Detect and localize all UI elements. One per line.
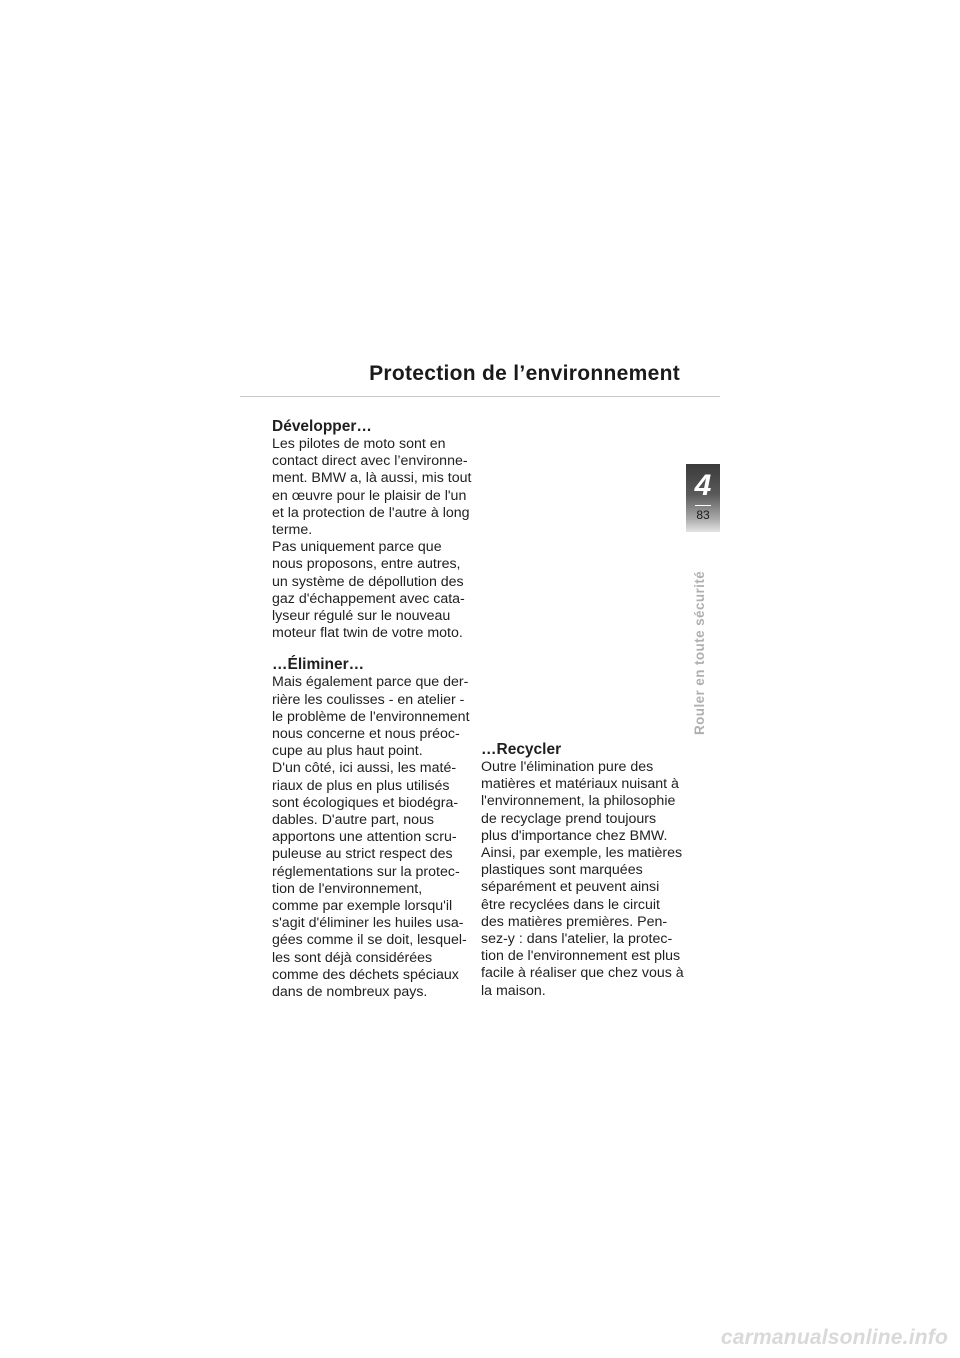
title-divider (240, 396, 720, 397)
section-heading: …Recycler (481, 741, 562, 758)
section-recycler (481, 741, 686, 1000)
chapter-tab (686, 464, 720, 532)
section-heading: Développer… (272, 418, 372, 435)
left-column (272, 418, 482, 1015)
page-title: Protection de l’environnement (369, 362, 680, 385)
chapter-tab-divider (695, 505, 711, 506)
chapter-number: 4 (694, 469, 712, 502)
section-text: Mais également parce que der- rière les coulisses - en atelier - le problème de l'environnement nous concerne et nous préoc- cupe au plus haut point. D'un côté, ici aussi, les maté- riaux de plus en plus utilisés sont écologiques et biodégra- dables. D'autre part, nous apportons une attention scru- puleuse au strict respect des réglementations sur la protec- tion de l'environnement, comme par exemple lorsqu'il s'agit d'éliminer les huiles usa- gées comme il se doit, lesquel- les sont déjà considérées comme des déchets spéciaux dans de nombreux pays. (272, 674, 470, 1001)
chapter-side-label: Rouler en toute sécurité (692, 570, 707, 735)
page-number: 83 (696, 508, 710, 522)
watermark: carmanualsonline.info (720, 1326, 948, 1349)
section-text: Les pilotes de moto sont en contact direct avec l’environne- ment. BMW a, là aussi, mis tout en œuvre pour le plaisir de l'un et la protection de l'autre à long terme. Pas uniquement parce que nous proposons, entre autres, un système de dépollution des gaz d'échappement avec cata- lyseur régulé sur le nouveau moteur flat twin de votre moto. (272, 436, 472, 642)
section-heading: …Éliminer… (272, 656, 365, 674)
section-developper (272, 418, 482, 642)
section-eliminer (272, 656, 482, 1001)
section-text: Outre l'élimination pure des matières et matériaux nuisant à l'environnement, la philosophie de recyclage prend toujours plus d'importance chez BMW. Ainsi, par exemple, les matières plastiques sont marquées séparément et peuvent ainsi être recyclées dans le circuit des matières premières. Pen- sez-y : dans l'atelier, la protec- tion de l'environnement est plus facile à réaliser que chez vous à la maison. (481, 759, 684, 999)
right-column (481, 741, 686, 1014)
